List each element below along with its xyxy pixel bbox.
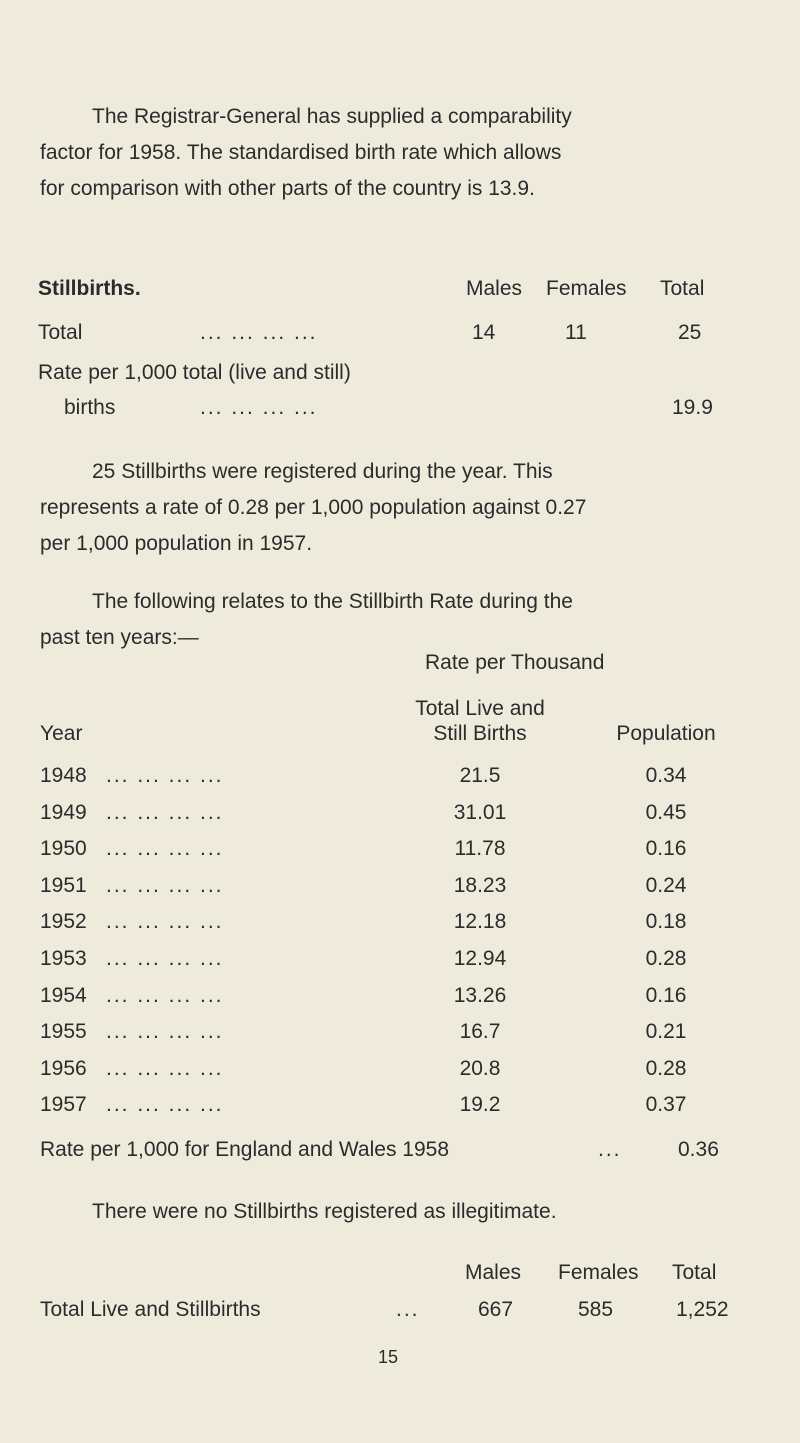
para2-line-3: per 1,000 population in 1957. (40, 532, 313, 555)
stillbirths-total-total: 25 (678, 321, 702, 344)
totals-females: 585 (578, 1298, 614, 1321)
stillbirths-rate-value: 19.9 (672, 396, 713, 419)
row-births-rate: 12.18 (453, 910, 507, 933)
row-year: 1954 (40, 984, 87, 1007)
stillbirths-col-females: Females (546, 277, 627, 300)
row-year: 1957 (40, 1093, 87, 1116)
row-year: 1953 (40, 947, 87, 970)
stillbirths-total-dots: ... ... ... ... (200, 321, 318, 344)
stillbirths-total-label: Total (38, 321, 83, 344)
totals-col-males: Males (465, 1261, 522, 1284)
row-year: 1949 (40, 801, 87, 824)
row-leader-dots: ... ... ... ... (106, 1093, 224, 1116)
stillbirths-heading: Stillbirths. (38, 277, 141, 300)
col-population: Population (616, 722, 716, 745)
para3-line-2: past ten years:— (40, 626, 199, 649)
row-births-rate: 18.23 (453, 874, 507, 897)
row-leader-dots: ... ... ... ... (106, 837, 224, 860)
row-leader-dots: ... ... ... ... (106, 801, 224, 824)
row-births-rate: 20.8 (459, 1057, 501, 1080)
row-year: 1948 (40, 764, 87, 787)
para2-line-1: 25 Stillbirths were registered during the year. This (92, 460, 553, 483)
england-wales-dots: ... (598, 1138, 622, 1161)
stillbirths-paragraph (40, 454, 740, 562)
row-births-rate: 11.78 (454, 837, 506, 860)
row-population-rate: 0.45 (645, 801, 687, 824)
totals-label: Total Live and Stillbirths (40, 1298, 261, 1321)
row-population-rate: 0.28 (645, 947, 687, 970)
row-year: 1952 (40, 910, 87, 933)
intro-line-3: for comparison with other parts of the country is 13.9. (40, 177, 535, 200)
col-year: Year (40, 722, 83, 745)
stillbirths-total-males: 14 (472, 321, 496, 344)
row-births-rate: 16.7 (459, 1020, 501, 1043)
intro-paragraph (40, 99, 740, 207)
row-population-rate: 0.34 (645, 764, 687, 787)
row-births-rate: 13.26 (453, 984, 507, 1007)
row-leader-dots: ... ... ... ... (106, 947, 224, 970)
para3-line-1: The following relates to the Stillbirth Rate during the (92, 590, 573, 613)
rate-group-header: Rate per Thousand (425, 651, 605, 674)
row-population-rate: 0.18 (645, 910, 687, 933)
row-births-rate: 31.01 (453, 801, 507, 824)
intro-line-2: factor for 1958. The standardised birth rate which allows (40, 141, 562, 164)
row-leader-dots: ... ... ... ... (106, 910, 224, 933)
row-leader-dots: ... ... ... ... (106, 1057, 224, 1080)
col-births-line-2: Still Births (433, 722, 527, 745)
totals-col-total: Total (672, 1261, 717, 1284)
stillbirths-total-females: 11 (565, 321, 587, 344)
row-births-rate: 19.2 (459, 1093, 501, 1116)
totals-total: 1,252 (676, 1298, 729, 1321)
stillbirths-col-total: Total (660, 277, 705, 300)
row-population-rate: 0.16 (645, 837, 687, 860)
col-births-line-1: Total Live and (415, 697, 545, 720)
row-leader-dots: ... ... ... ... (106, 1020, 224, 1043)
stillbirths-rate-dots: ... ... ... ... (200, 396, 318, 419)
row-leader-dots: ... ... ... ... (106, 984, 224, 1007)
totals-dots: ... (396, 1298, 420, 1321)
row-year: 1955 (40, 1020, 87, 1043)
illegitimate-statement: There were no Stillbirths registered as illegitimate. (92, 1200, 557, 1223)
row-leader-dots: ... ... ... ... (106, 764, 224, 787)
england-wales-label: Rate per 1,000 for England and Wales 1958 (40, 1138, 449, 1161)
row-population-rate: 0.24 (645, 874, 687, 897)
ten-years-paragraph (40, 584, 740, 656)
row-population-rate: 0.37 (645, 1093, 687, 1116)
page-number: 15 (378, 1347, 399, 1367)
row-births-rate: 21.5 (459, 764, 501, 787)
row-population-rate: 0.16 (645, 984, 687, 1007)
stillbirths-col-males: Males (466, 277, 523, 300)
intro-line-1: The Registrar-General has supplied a comparability (92, 105, 572, 128)
totals-col-females: Females (558, 1261, 639, 1284)
row-births-rate: 12.94 (453, 947, 507, 970)
row-year: 1956 (40, 1057, 87, 1080)
row-population-rate: 0.28 (645, 1057, 687, 1080)
row-leader-dots: ... ... ... ... (106, 874, 224, 897)
stillbirths-rate-label-2: births (64, 396, 116, 419)
england-wales-value: 0.36 (678, 1138, 719, 1161)
row-year: 1951 (40, 874, 87, 897)
row-population-rate: 0.21 (645, 1020, 687, 1043)
para2-line-2: represents a rate of 0.28 per 1,000 population against 0.27 (40, 496, 587, 519)
row-year: 1950 (40, 837, 87, 860)
totals-males: 667 (478, 1298, 514, 1321)
stillbirths-rate-label-1: Rate per 1,000 total (live and still) (38, 361, 351, 384)
